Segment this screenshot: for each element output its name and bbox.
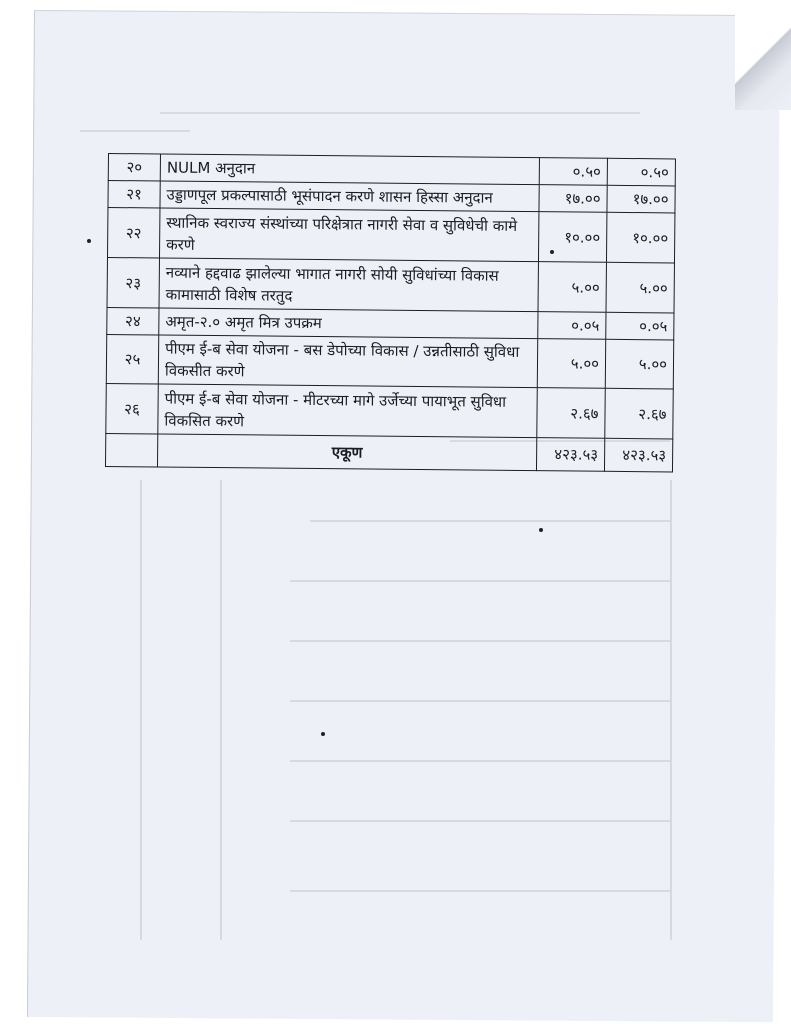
- row-number: २६: [106, 383, 158, 433]
- total-amount-1: ४२३.५३: [536, 438, 604, 472]
- row-amount-1: ५.००: [538, 262, 606, 313]
- row-amount-1: १०.००: [538, 212, 606, 263]
- row-amount-1: ०.५०: [539, 158, 607, 186]
- table-row: [107, 258, 674, 313]
- row-amount-1: ०.०५: [538, 312, 606, 340]
- row-number: २५: [106, 334, 158, 383]
- row-number: २३: [107, 258, 159, 308]
- scan-speck: [539, 528, 543, 532]
- table-row: [106, 383, 673, 438]
- row-amount-1: १७.००: [539, 185, 607, 213]
- row-description: स्थानिक स्वराज्य संस्थांच्या परिक्षेत्रात नागरी सेवा व सुविधेची कामे करणे: [159, 208, 538, 262]
- row-number: २४: [107, 307, 159, 334]
- row-amount-2: ०.५०: [607, 158, 675, 186]
- row-description: उड्डाणपूल प्रकल्पासाठी भूसंपादन करणे शासन हिस्सा अनुदान: [160, 181, 539, 212]
- row-description: नव्याने हद्दवाढ झालेल्या भागात नागरी सोयी सुविधांच्या विकास कामासाठी विशेष तरतुद: [159, 258, 538, 312]
- table-row: [107, 208, 674, 263]
- row-description: पीएम ई-ब सेवा योजना - बस डेपोच्या विकास / उन्नतीसाठी सुविधा विकसीत करणे: [158, 335, 537, 388]
- scan-speck: [550, 250, 554, 254]
- page-corner-fold: [735, 0, 791, 110]
- row-amount-2: १०.००: [606, 212, 674, 263]
- row-description: NULM अनुदान: [160, 154, 539, 185]
- scan-speck: [321, 732, 325, 736]
- total-label: एकूण: [157, 434, 536, 471]
- row-amount-1: २.६७: [537, 388, 605, 439]
- row-amount-2: ०.०५: [606, 312, 674, 340]
- total-number-cell: [105, 433, 157, 466]
- table-row: [106, 334, 673, 388]
- row-description: पीएम ई-ब सेवा योजना - मीटरच्या मागे उर्जेच्या पायाभूत सुविधा विकसित करणे: [158, 384, 537, 438]
- budget-table-body: [105, 154, 675, 472]
- budget-table: [105, 153, 676, 472]
- scan-speck: [87, 239, 91, 243]
- total-amount-2: ४२३.५३: [604, 438, 672, 472]
- row-amount-2: ५.००: [605, 339, 673, 389]
- row-amount-2: १७.००: [607, 185, 675, 213]
- row-amount-1: ५.००: [537, 339, 605, 389]
- row-description: अमृत-२.० अमृत मित्र उपक्रम: [159, 308, 538, 339]
- row-number: २२: [107, 208, 159, 258]
- budget-table-wrapper: [105, 153, 676, 472]
- total-row: [105, 433, 672, 471]
- row-amount-2: ५.००: [606, 262, 674, 313]
- row-number: २१: [108, 181, 160, 208]
- row-number: २०: [108, 154, 160, 181]
- row-amount-2: २.६७: [605, 388, 673, 439]
